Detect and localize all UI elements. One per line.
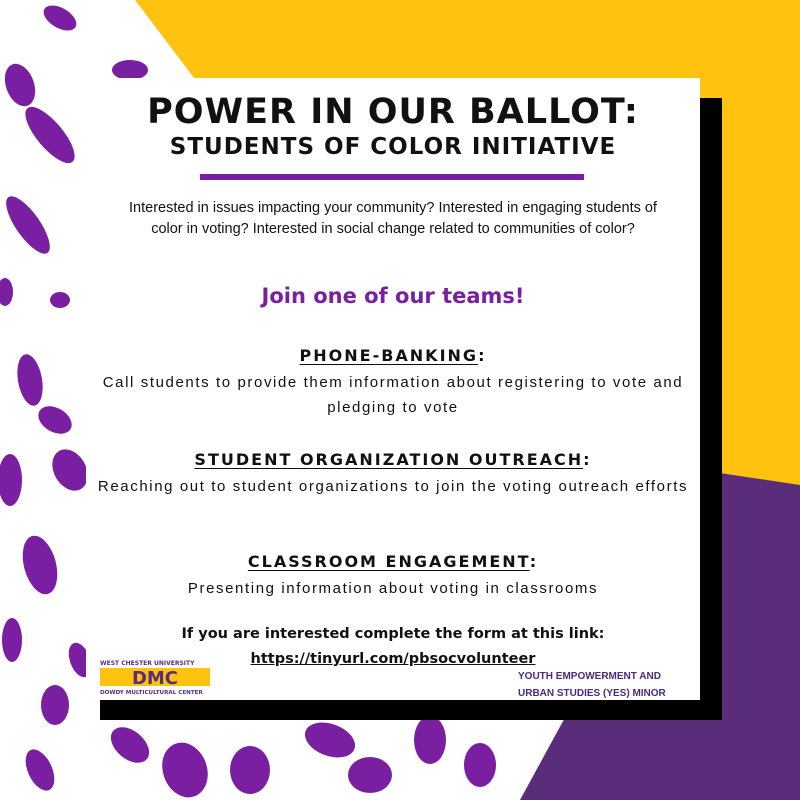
team-heading-student-organization-outreach: STUDENT ORGANIZATION OUTREACH: [194, 450, 592, 469]
dmc-logo [98, 658, 228, 696]
intro-text: Interested in issues impacting your community? Interested in engaging students of color in voting? Interested in social change related to communities of color? [129, 200, 657, 237]
team-heading-phone-banking: PHONE-BANKING: [299, 346, 487, 365]
flyer-card [86, 78, 700, 700]
team-description-student-organization-outreach: Reaching out to student organizations to join the voting outreach efforts [97, 478, 689, 495]
title-subtitle: STUDENTS OF COLOR INITIATIVE [169, 134, 617, 160]
team-description-phone-banking: Call students to provide them information about registering to vote and pledging to vote [102, 374, 684, 416]
title-main: POWER IN OUR BALLOT: [147, 92, 639, 132]
join-heading: Join one of our teams! [261, 284, 525, 308]
volunteer-form-link[interactable]: https://tinyurl.com/pbsocvolunteer [250, 651, 536, 667]
team-heading-classroom-engagement: CLASSROOM ENGAGEMENT: [247, 552, 539, 571]
dmc-university-text: WEST CHESTER UNIVERSITY [100, 660, 195, 667]
dmc-letters: DMC [131, 668, 179, 689]
cta-text: If you are interested complete the form at this link: [181, 626, 605, 642]
title-divider [200, 174, 584, 180]
yes-minor-label [518, 668, 688, 702]
team-description-classroom-engagement: Presenting information about voting in classrooms [187, 580, 599, 597]
yes-line-1: YOUTH EMPOWERMENT AND [518, 671, 661, 682]
yes-line-2: URBAN STUDIES (YES) MINOR [518, 688, 666, 699]
dmc-center-text: DOWDY MULTICULTURAL CENTER [100, 690, 203, 696]
